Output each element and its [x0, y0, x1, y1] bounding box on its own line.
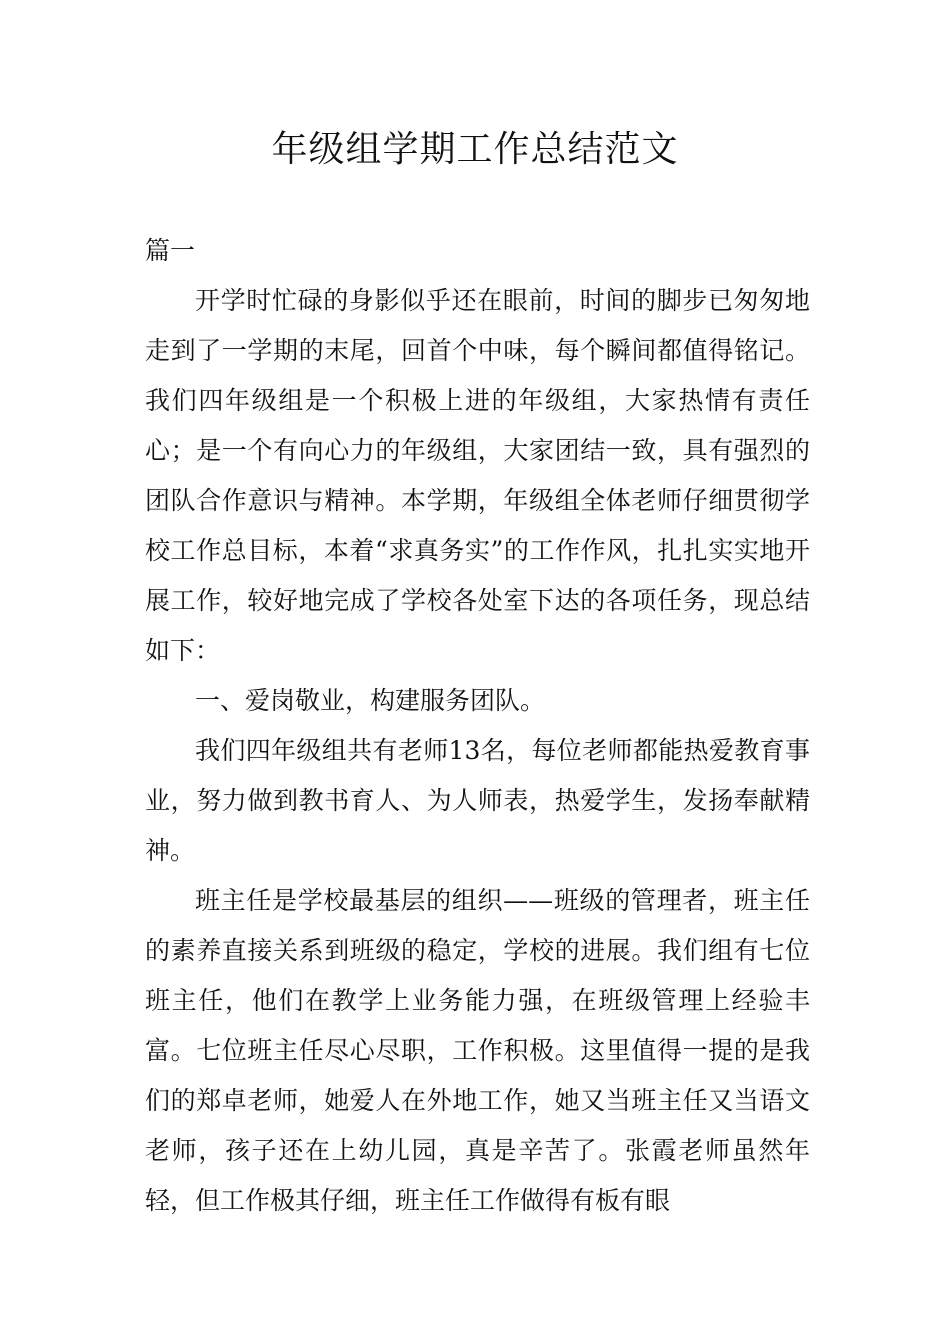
document-title: 年级组学期工作总结范文 — [271, 129, 679, 170]
paragraph-heading-one: 一、爱岗敬业，构建服务团队。 — [195, 686, 546, 715]
section-label: 篇一 — [145, 236, 196, 265]
document-body — [145, 226, 810, 1226]
paragraph-head-teachers: 班主任是学校最基层的组织——班级的管理者，班主任的素养直接关系到班级的稳定，学校的进展。我们组有七位班主任，他们在教学上业务能力强，在班级管理上经验丰富。七位班主任尽心尽职，工作积极。这里值得一提的是我们的郑卓老师，她爱人在外地工作，她又当班主任又当语文老师，孩子还在上幼儿园，真是辛苦了。张霞老师虽然年轻，但工作极其仔细，班主任工作做得有板有眼 — [145, 886, 810, 1215]
paragraph-teachers: 我们四年级组共有老师13名，每位老师都能热爱教育事业，努力做到教书育人、为人师表，热爱学生，发扬奉献精神。 — [145, 736, 810, 865]
paragraph-intro: 开学时忙碌的身影似乎还在眼前，时间的脚步已匆匆地走到了一学期的末尾，回首个中味，每个瞬间都值得铭记。我们四年级组是一个积极上进的年级组，大家热情有责任心；是一个有向心力的年级组，大家团结一致，具有强烈的团队合作意识与精神。本学期，年级组全体老师仔细贯彻学校工作总目标，本着“求真务实”的工作作风，扎扎实实地开展工作，较好地完成了学校各处室下达的各项任务，现总结如下： — [145, 286, 810, 665]
